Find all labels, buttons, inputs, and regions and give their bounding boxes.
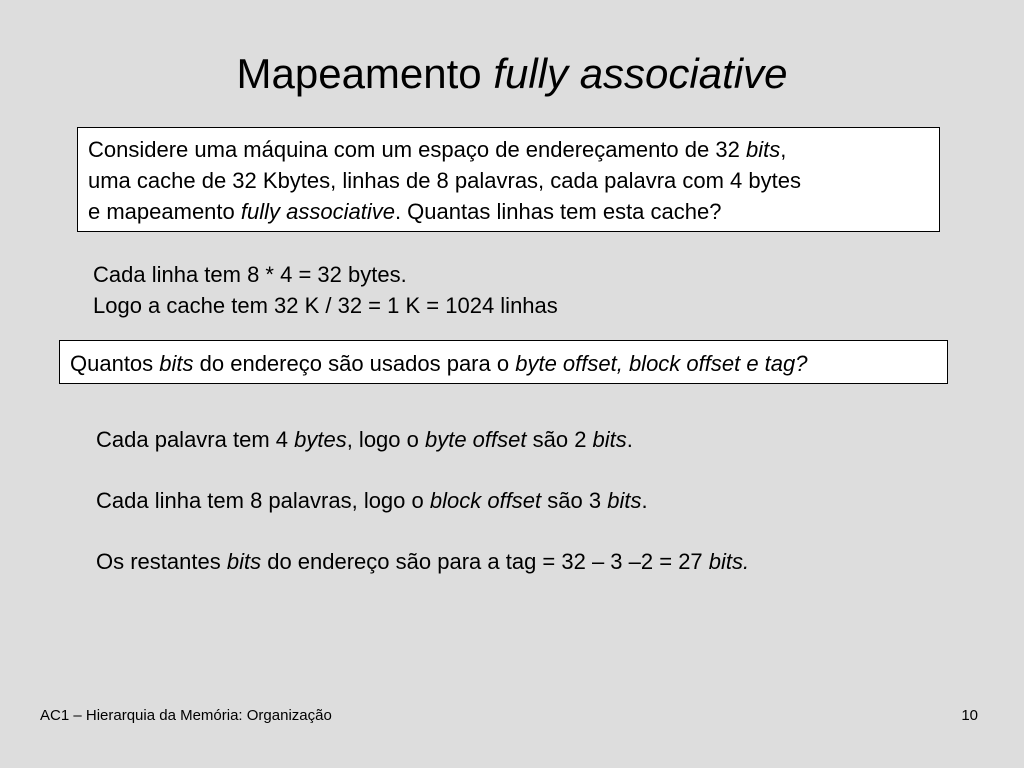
answer-block-offset: Cada linha tem 8 palavras, logo o block offset são 3 bits. (96, 488, 648, 513)
footer-course-title: AC1 – Hierarquia da Memória: Organização (40, 707, 332, 724)
answer-tag: Os restantes bits do endereço são para a tag = 32 – 3 –2 = 27 bits. (96, 549, 750, 574)
question-box-cache-lines (77, 127, 940, 232)
slide-title: Mapeamento fully associative (236, 50, 788, 97)
answer-byte-offset: Cada palavra tem 4 bytes, logo o byte offset são 2 bits. (96, 427, 633, 452)
answer-1-line-2: Logo a cache tem 32 K / 32 = 1 K = 1024 linhas (93, 293, 558, 318)
question-1-line-3: e mapeamento fully associative. Quantas linhas tem esta cache? (88, 199, 722, 224)
question-1-line-2: uma cache de 32 Kbytes, linhas de 8 palavras, cada palavra com 4 bytes (88, 168, 801, 193)
answer-address-bits (96, 424, 749, 607)
answer-cache-lines (93, 259, 558, 321)
question-1-line-1: Considere uma máquina com um espaço de endereçamento de 32 bits, (88, 137, 787, 162)
footer-page-number: 10 (961, 707, 978, 724)
question-box-address-bits: Quantos bits do endereço são usados para o byte offset, block offset e tag? (59, 340, 948, 384)
answer-1-line-1: Cada linha tem 8 * 4 = 32 bytes. (93, 262, 407, 287)
